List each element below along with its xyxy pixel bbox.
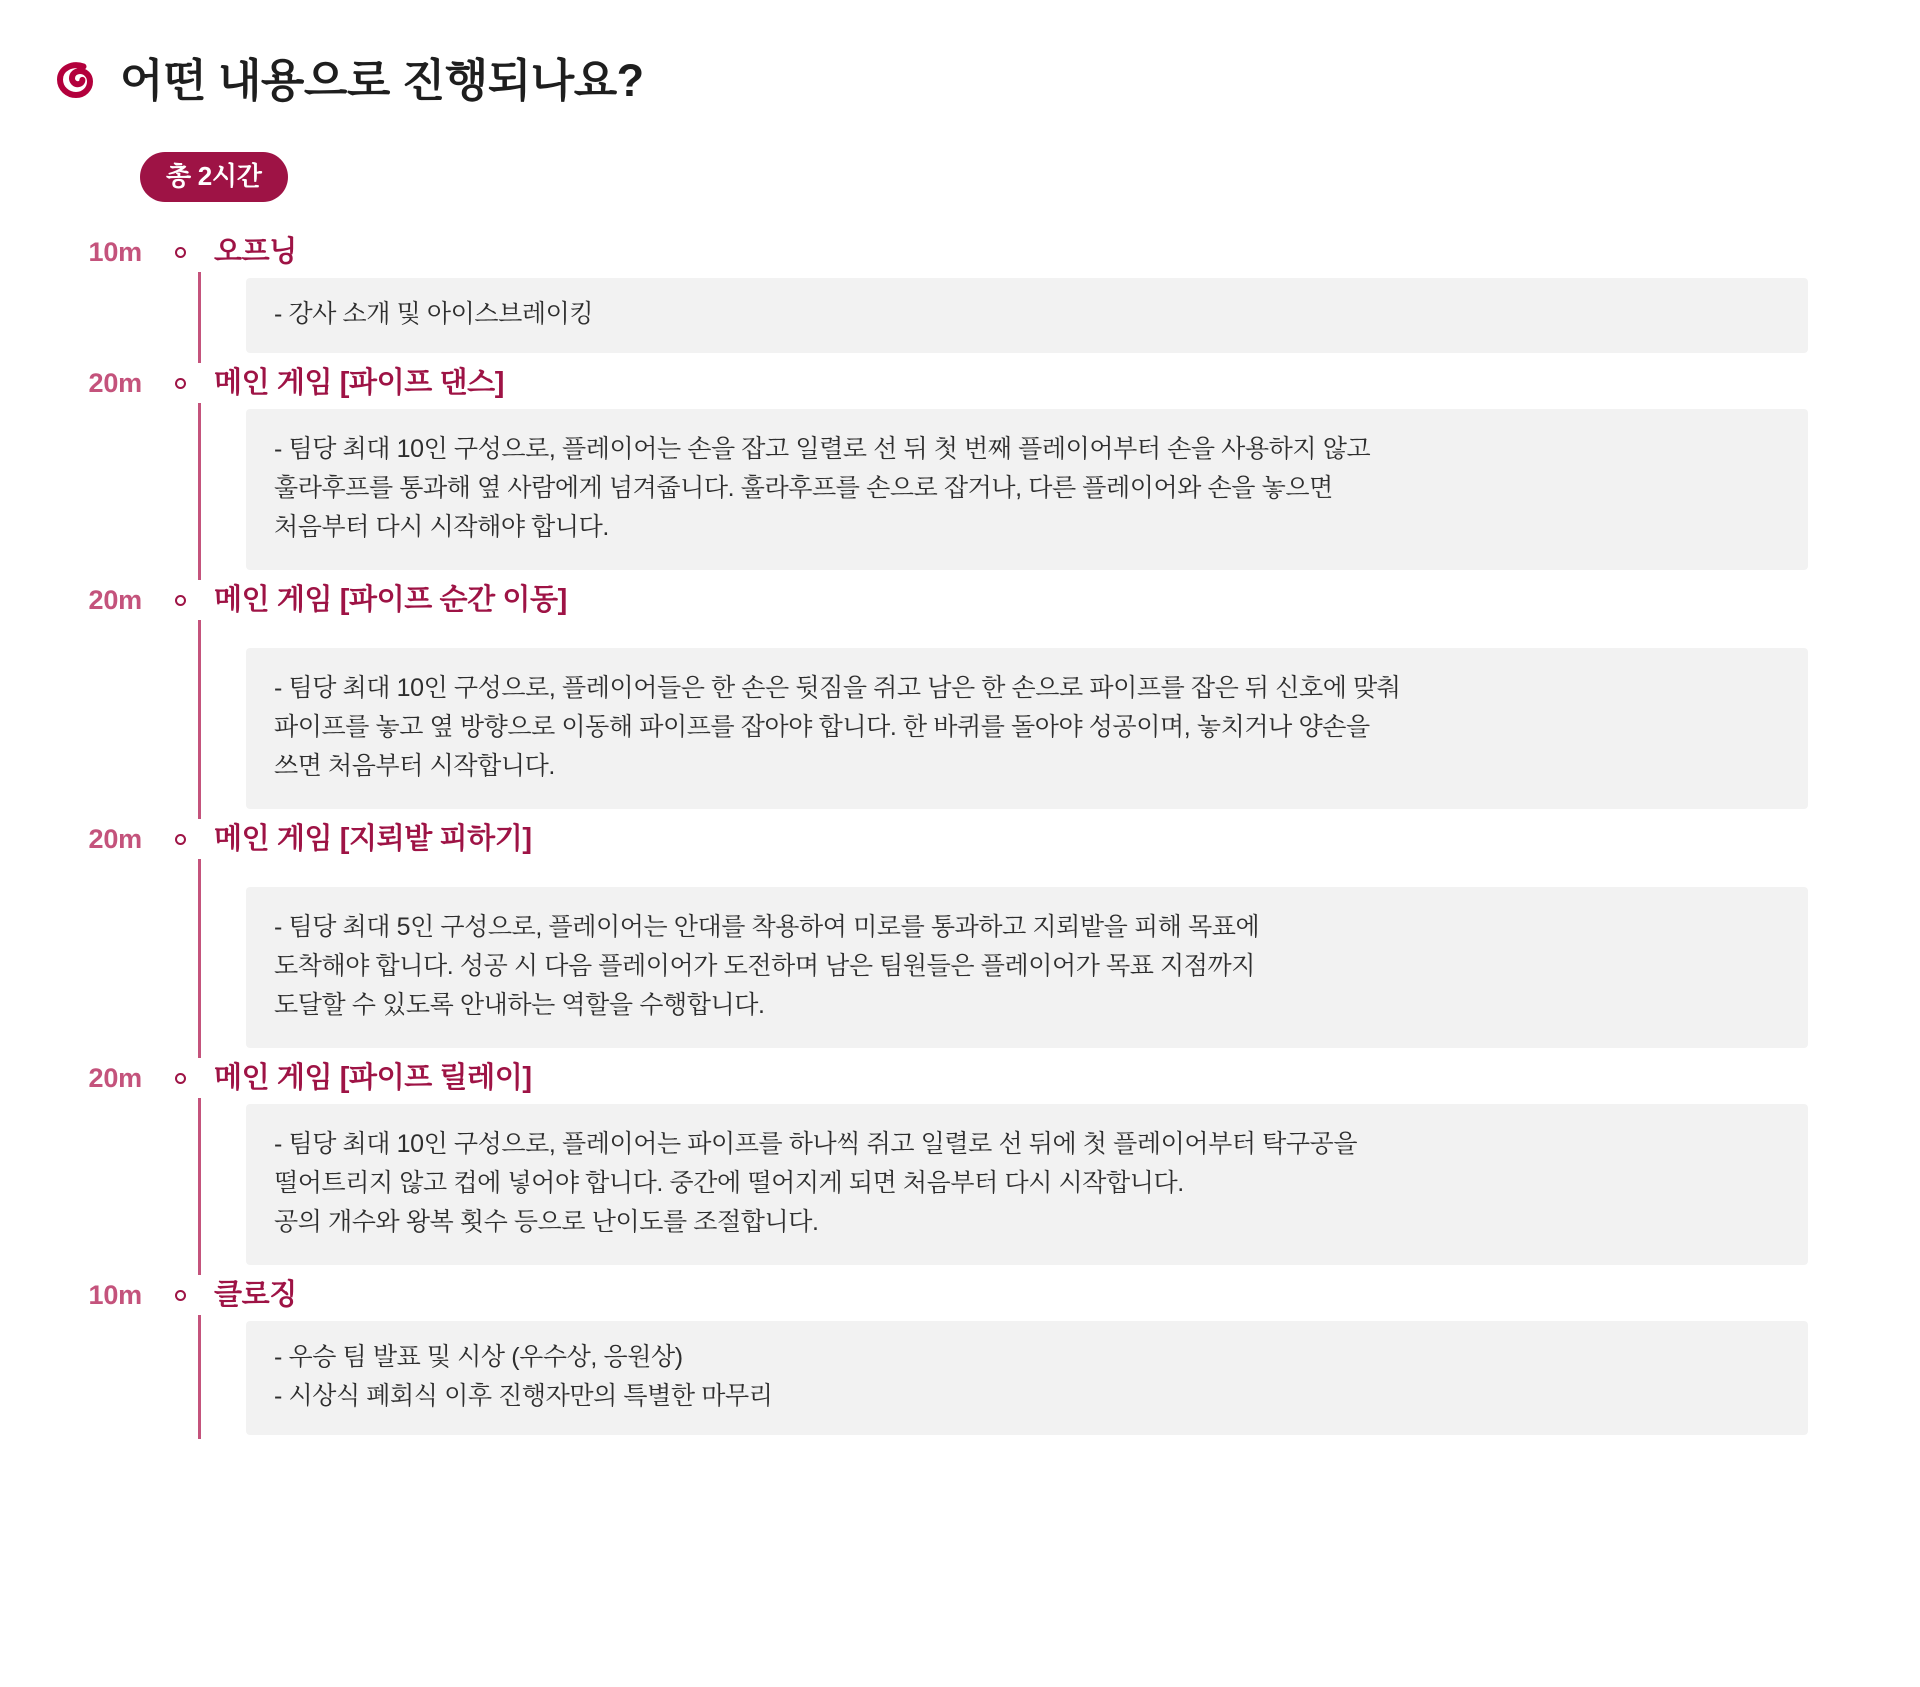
page-header xyxy=(0,0,1920,106)
timeline-item xyxy=(0,580,1920,819)
timeline-duration: 10m xyxy=(88,1280,142,1311)
timeline-item-header xyxy=(0,819,1920,865)
timeline-item xyxy=(0,1275,1920,1445)
detail-line: - 팀당 최대 10인 구성으로, 플레이어들은 한 손은 뒷짐을 쥐고 남은 한 손으로 파이프를 잡은 뒤 신호에 맞춰 xyxy=(274,674,1401,703)
timeline-item-header xyxy=(0,580,1920,626)
timeline-detail-card xyxy=(246,278,1808,353)
timeline-item-body xyxy=(0,626,1920,819)
timeline-title: 메인 게임 [지뢰밭 피하기] xyxy=(214,823,532,856)
page-title: 어떤 내용으로 진행되나요? xyxy=(120,55,644,106)
agenda-timeline xyxy=(0,232,1920,1445)
spacer xyxy=(246,865,1808,887)
detail-line: 훌라후프를 통과해 옆 사람에게 넘겨줍니다. 훌라후프를 손으로 잡거나, 다른 플레이어와 손을 놓으면 xyxy=(274,474,1333,503)
timeline-item-body xyxy=(0,1321,1920,1445)
timeline-title: 오프닝 xyxy=(214,236,297,269)
timeline-detail-card xyxy=(246,1321,1808,1435)
timeline-dot-icon xyxy=(160,363,200,403)
timeline-duration: 20m xyxy=(88,1063,142,1094)
timeline-duration: 20m xyxy=(88,368,142,399)
timeline-title: 메인 게임 [파이프 댄스] xyxy=(214,367,505,400)
total-duration-badge: 총 2시간 xyxy=(140,152,288,203)
detail-line: - 팀당 최대 10인 구성으로, 플레이어는 파이프를 하나씩 쥐고 일렬로 선 뒤에 첫 플레이어부터 탁구공을 xyxy=(274,1130,1358,1159)
detail-line: 처음부터 다시 시작해야 합니다. xyxy=(274,513,609,542)
detail-line: 공의 개수와 왕복 횟수 등으로 난이도를 조절합니다. xyxy=(274,1208,819,1237)
timeline-duration: 10m xyxy=(88,237,142,268)
timeline-item-header xyxy=(0,1275,1920,1321)
timeline-detail-card xyxy=(246,1104,1808,1265)
spacer xyxy=(246,626,1808,648)
timeline-item xyxy=(0,232,1920,363)
timeline-item-header xyxy=(0,1058,1920,1104)
timeline-detail-card xyxy=(246,409,1808,570)
timeline-dot-icon xyxy=(160,580,200,620)
timeline-item-header xyxy=(0,232,1920,278)
detail-line: - 강사 소개 및 아이스브레이킹 xyxy=(274,300,594,329)
detail-line: - 우승 팀 발표 및 시상 (우수상, 응원상) xyxy=(274,1343,683,1372)
timeline-detail-card xyxy=(246,887,1808,1048)
timeline-dot-icon xyxy=(160,1275,200,1315)
timeline-detail-card xyxy=(246,648,1808,809)
timeline-item-body xyxy=(0,865,1920,1058)
detail-line: - 팀당 최대 10인 구성으로, 플레이어는 손을 잡고 일렬로 선 뒤 첫 번째 플레이어부터 손을 사용하지 않고 xyxy=(274,435,1371,464)
timeline-item xyxy=(0,819,1920,1058)
detail-line: 떨어트리지 않고 컵에 넣어야 합니다. 중간에 떨어지게 되면 처음부터 다시 시작합니다. xyxy=(274,1169,1184,1198)
timeline-item-body xyxy=(0,278,1920,363)
timeline-title: 메인 게임 [파이프 순간 이동] xyxy=(214,584,567,617)
timeline-duration: 20m xyxy=(88,585,142,616)
timeline-item-header xyxy=(0,363,1920,409)
timeline-duration: 20m xyxy=(88,824,142,855)
timeline-item-body xyxy=(0,1104,1920,1275)
detail-line: - 시상식 폐회식 이후 진행자만의 특별한 마무리 xyxy=(274,1382,773,1411)
timeline-item xyxy=(0,363,1920,580)
detail-line: 도달할 수 있도록 안내하는 역할을 수행합니다. xyxy=(274,991,765,1020)
detail-line: 파이프를 놓고 옆 방향으로 이동해 파이프를 잡아야 합니다. 한 바퀴를 돌아야 성공이며, 놓치거나 양손을 xyxy=(274,713,1370,742)
timeline-title: 클로징 xyxy=(214,1279,297,1312)
timeline-item-body xyxy=(0,409,1920,580)
detail-line: 도착해야 합니다. 성공 시 다음 플레이어가 도전하며 남은 팀원들은 플레이어가 목표 지점까지 xyxy=(274,952,1256,981)
timeline-dot-icon xyxy=(160,819,200,859)
timeline-title: 메인 게임 [파이프 릴레이] xyxy=(214,1062,532,1095)
timeline-item xyxy=(0,1058,1920,1275)
detail-line: - 팀당 최대 5인 구성으로, 플레이어는 안대를 착용하여 미로를 통과하고 지뢰밭을 피해 목표에 xyxy=(274,913,1260,942)
timeline-dot-icon xyxy=(160,1058,200,1098)
timeline-dot-icon xyxy=(160,232,200,272)
brand-swirl-icon xyxy=(52,58,98,104)
badge-row xyxy=(0,152,1920,203)
detail-line: 쓰면 처음부터 시작합니다. xyxy=(274,752,555,781)
